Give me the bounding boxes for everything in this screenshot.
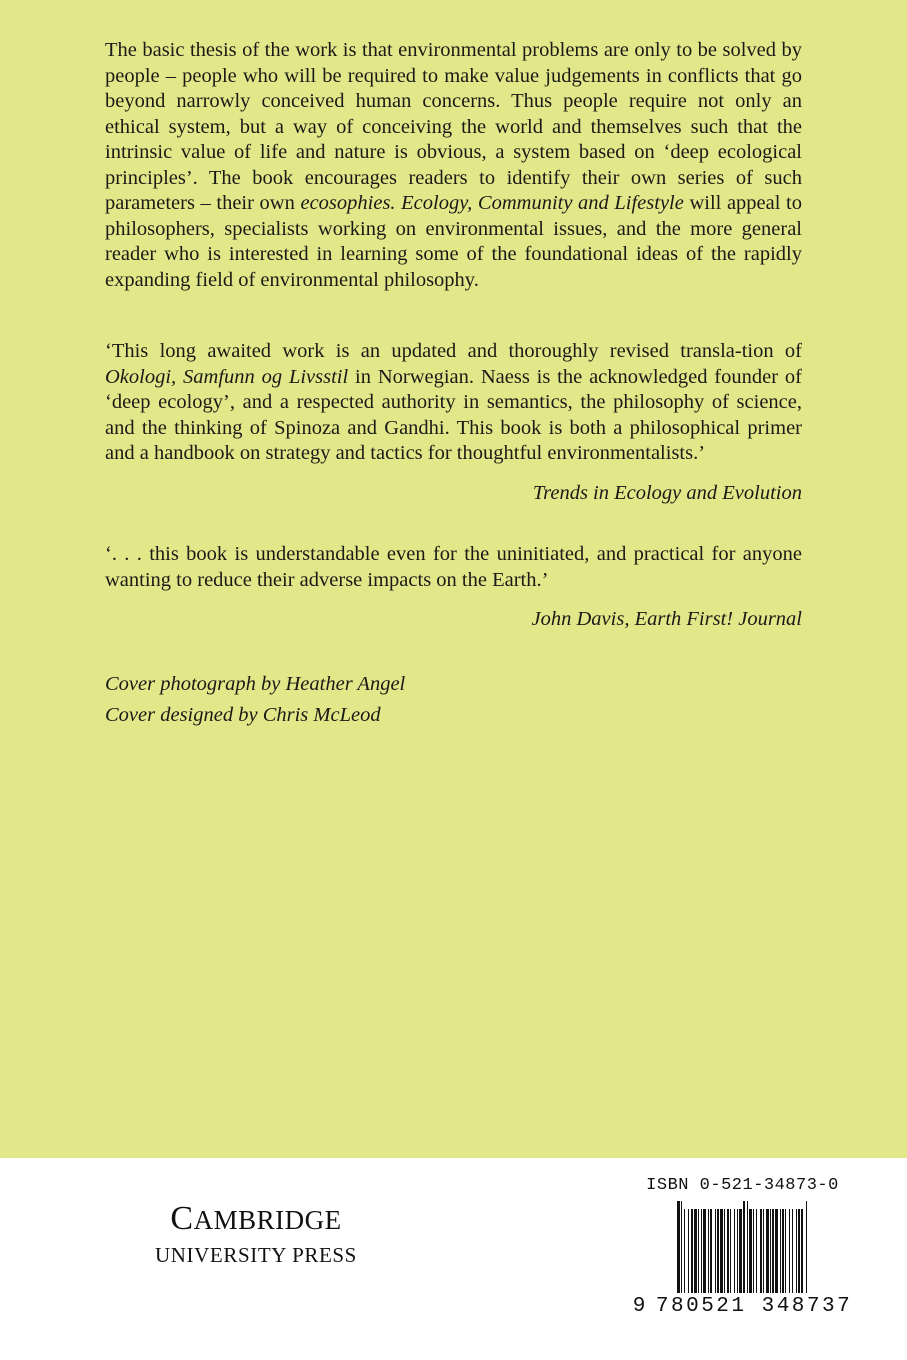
publisher-name-initial: C [170,1200,194,1237]
review-one-text [105,339,802,467]
barcode-digits [610,1295,875,1318]
publisher-name [106,1200,406,1239]
isbn-label: ISBN 0-521-34873-0 [646,1176,839,1195]
publisher-name-rest: AMBRIDGE [193,1205,342,1235]
review-two-source: John Davis, Earth First! Journal [531,608,802,630]
review-one-part-1: ‘This long awaited work is an updated and thoroughly revised transla-tion of [105,340,802,362]
spacer-before-credits [105,633,802,669]
book-description [105,38,802,293]
review-one-part-2: in Norwegian. Naess is the acknowledged founder of ‘deep ecology’, and a respected authority in semantics, the philosophy of science, and the thinking of Spinoza and Gandhi. This book is both a philosophical primer and a handbook on strategy and tactics for thoughtful environmentalists.’ [105,365,802,464]
footer-bar [0,1158,907,1360]
barcode-bar [807,1201,808,1293]
publisher-subtitle: UNIVERSITY PRESS [155,1243,357,1267]
review-two-text: ‘. . . this book is understandable even for the uninitiated, and practical for anyone wanting to reduce their adverse impacts on the Earth.’ [105,543,802,591]
review-one-source: Trends in Ecology and Evolution [532,481,802,504]
spacer-after-description [105,293,802,339]
barcode-lead-digit: 9 [632,1295,648,1318]
description-italic-titles: ecosophies. Ecology, Community and Lifestyle [300,192,684,214]
barcode-main-digits: 780521 348737 [655,1295,853,1318]
spacer-between-reviews [105,506,802,542]
barcode-block [610,1176,875,1318]
cover-design-credit: Cover designed by Chris McLeod [105,703,381,726]
description-part-1: The basic thesis of the work is that environmental problems are only to be solved by people – people who will be required to make value judgements in conflicts that go beyond narrowly conceived human concerns. Thus people require not only an ethical system, but a way of conceiving the world and themselves such that the intrinsic value of life and nature is obvious, a system based on ‘deep ecological principles’. The book encourages readers to identify their own series of such parameters – their own [105,39,802,214]
barcode-graphic [610,1201,875,1293]
review-one-italic-title: Okologi, Samfunn og Livsstil [105,365,349,388]
cover-photograph-credit: Cover photograph by Heather Angel [105,672,406,695]
description-part-2: will appeal to philosophers, specialists working on environmental issues, and the more general reader who is interested in learning some of the foundational ideas of the rapidly expanding field of environmental philosophy. [105,192,802,291]
publisher-logo [106,1200,406,1268]
